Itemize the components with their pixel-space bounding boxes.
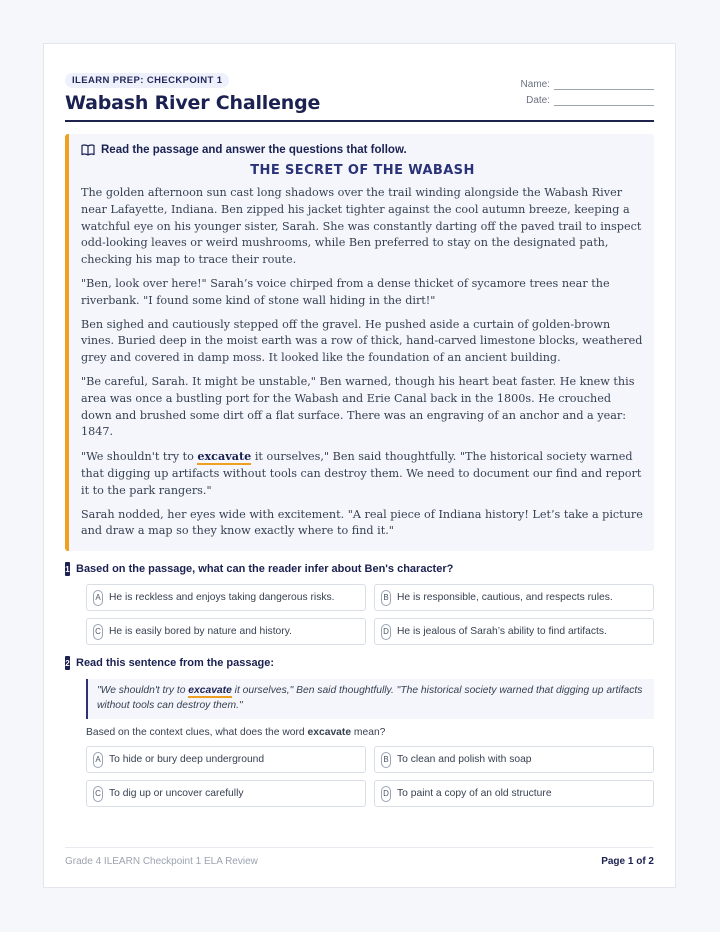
question-2 bbox=[65, 656, 654, 807]
passage-paragraph-3: Ben sighed and cautiously stepped off the gravel. He pushed aside a curtain of golden-brown vines. Buried deep in the moist earth was a row of thick, hand-carved limestone blocks, weathered grey and covered in damp moss. It looked like the foundation of an ancient building. bbox=[81, 317, 643, 365]
quote-text: "We shouldn't try to bbox=[97, 685, 189, 697]
question-number: 2 bbox=[65, 656, 70, 670]
vocab-word: excavate bbox=[188, 685, 232, 697]
option-text: To paint a copy of an old structure bbox=[397, 788, 552, 800]
reading-passage bbox=[65, 134, 654, 551]
quoted-sentence bbox=[86, 679, 654, 719]
passage-paragraph-2: "Ben, look over here!" Sarah’s voice chirped from a dense thicket of sycamore trees near the riverbank. "I found some kind of stone wall hiding in the dirt!" bbox=[81, 276, 610, 307]
worksheet-page bbox=[43, 43, 676, 888]
name-line[interactable] bbox=[554, 79, 654, 90]
prompt-text: mean? bbox=[351, 727, 386, 739]
date-line[interactable] bbox=[554, 95, 654, 106]
option-letter: D bbox=[381, 786, 391, 802]
question-1 bbox=[65, 562, 654, 645]
option-a[interactable] bbox=[86, 746, 366, 773]
option-letter: B bbox=[381, 752, 391, 768]
page-header bbox=[65, 70, 654, 122]
paragraph-text: "We shouldn't try to bbox=[81, 450, 198, 464]
option-text: He is reckless and enjoys taking dangerous risks. bbox=[109, 592, 335, 604]
passage-instruction bbox=[81, 144, 644, 156]
option-letter: C bbox=[93, 786, 103, 802]
vocab-word-bold: excavate bbox=[307, 727, 352, 739]
option-letter: B bbox=[381, 590, 391, 606]
option-d[interactable] bbox=[374, 618, 654, 645]
option-a[interactable] bbox=[86, 584, 366, 611]
page-number: Page 1 of 2 bbox=[601, 856, 654, 867]
open-book-icon bbox=[81, 144, 95, 156]
option-letter: D bbox=[381, 624, 391, 640]
paragraph-text: it ourselves," Ben said thoughtfully. "The historical society warned that digging up artifacts without tools can destroy them. We need to document our find and report it to the park rangers." bbox=[81, 450, 642, 497]
option-text: He is jealous of Sarah’s ability to find artifacts. bbox=[397, 626, 607, 638]
passage-paragraph-1: The golden afternoon sun cast long shadows over the trail winding alongside the Wabash River near Lafayette, Indiana. Ben zipped his jacket tighter against the cool autumn breeze, keeping a watchful eye on his younger sister, Sarah. She was constantly darting off the paved trail to inspect odd-looking leaves or weird mushrooms, while Ben preferred to stay on the designated path, checking his map to trace their route. bbox=[81, 186, 642, 267]
checkpoint-badge: ILEARN PREP: CHECKPOINT 1 bbox=[65, 73, 229, 88]
answer-options bbox=[86, 746, 654, 807]
name-date-fields bbox=[521, 74, 654, 106]
question-number: 1 bbox=[65, 562, 70, 576]
question-text: Read this sentence from the passage: bbox=[76, 657, 275, 670]
option-text: He is responsible, cautious, and respects rules. bbox=[397, 592, 613, 604]
question-text: Based on the passage, what can the reader infer about Ben's character? bbox=[76, 563, 454, 576]
vocab-word: excavate bbox=[197, 449, 252, 464]
question-prompt bbox=[86, 727, 654, 738]
passage-title: THE SECRET OF THE WABASH bbox=[250, 163, 475, 178]
answer-options bbox=[86, 584, 654, 645]
footer-course: Grade 4 ILEARN Checkpoint 1 ELA Review bbox=[65, 856, 258, 867]
passage-paragraph-6: Sarah nodded, her eyes wide with excitement. "A real piece of Indiana history! Let’s take a picture and draw a map so they know exactly where to find it." bbox=[81, 507, 643, 538]
option-letter: A bbox=[93, 590, 103, 606]
prompt-text: Based on the context clues, what does the word bbox=[86, 727, 308, 739]
option-text: He is easily bored by nature and history. bbox=[109, 626, 292, 638]
passage-paragraph-4: "Be careful, Sarah. It might be unstable," Ben warned, though his heart beat faster. He knew this area was once a bustling port for the Wabash and Erie Canal back in the 1800s. He crouched down and brushed some dirt off a flat surface. There was an engraving of an anchor and a year: 1847. bbox=[81, 374, 635, 439]
passage-paragraph-5 bbox=[81, 448, 644, 499]
option-letter: C bbox=[93, 624, 103, 640]
option-text: To clean and polish with soap bbox=[397, 754, 532, 766]
option-text: To hide or bury deep underground bbox=[109, 754, 265, 766]
option-c[interactable] bbox=[86, 618, 366, 645]
option-c[interactable] bbox=[86, 780, 366, 807]
instruction-text: Read the passage and answer the questions that follow. bbox=[101, 144, 407, 156]
option-text: To dig up or uncover carefully bbox=[109, 788, 244, 800]
page-footer bbox=[65, 847, 654, 867]
option-letter: A bbox=[93, 752, 103, 768]
option-b[interactable] bbox=[374, 746, 654, 773]
page-title: Wabash River Challenge bbox=[65, 92, 321, 114]
date-label: Date: bbox=[526, 95, 550, 106]
quote-text: it ourselves," Ben said thoughtfully. "The historical society warned that digging up artifacts without tools can destroy them." bbox=[97, 685, 643, 711]
option-d[interactable] bbox=[374, 780, 654, 807]
name-label: Name: bbox=[520, 79, 550, 90]
option-b[interactable] bbox=[374, 584, 654, 611]
